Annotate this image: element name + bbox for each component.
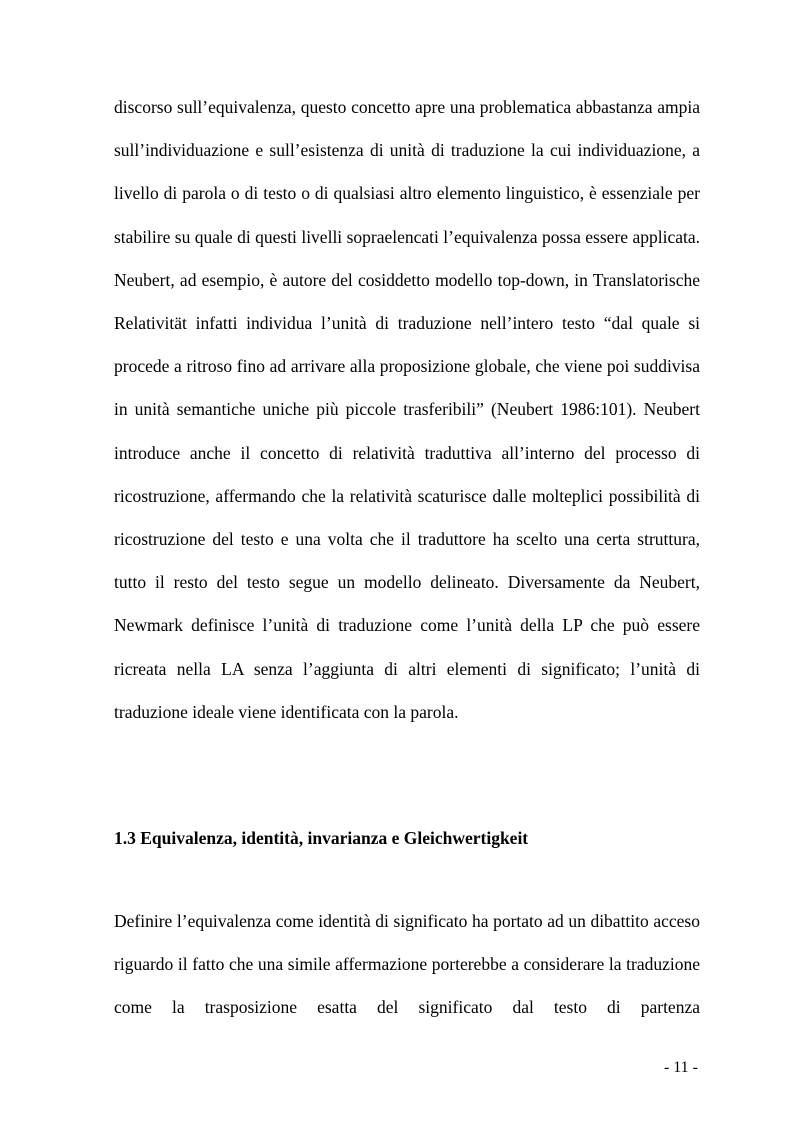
body-paragraph: discorso sull’equivalenza, questo concetto apre una problematica abbastanza ampia sull’individuazione e sull’esistenza di unità di traduzione la cui individuazione, a livello di parola o di testo o di qualsiasi altro elemento linguistico, è essenziale per stabilire su quale di questi livelli sopraelencati l’equivalenza possa essere applicata. Neubert, ad esempio, è autore del cosiddetto modello top-down, in Translatorische Relativität infatti individua l’unità di traduzione nell’intero testo “dal quale si procede a ritroso fino ad arrivare alla proposizione globale, che viene poi suddivisa in unità semantiche uniche più piccole trasferibili” (Neubert 1986:101). Neubert introduce anche il concetto di relatività traduttiva all’interno del processo di ricostruzione, affermando che la relatività scaturisce dalle molteplici possibilità di ricostruzione del testo e una volta che il traduttore ha scelto una certa struttura, tutto il resto del testo segue un modello delineato. Diversamente da Neubert, Newmark definisce l’unità di traduzione come l’unità della LP che può essere ricreata nella LA senza l’aggiunta di altri elementi di significato; l’unità di traduzione ideale viene identificata con la parola.	[114, 97, 700, 722]
page-number: - 11 -	[663, 1059, 698, 1076]
body-paragraph-continued: Definire l’equivalenza come identità di significato ha portato ad un dibattito acceso riguardo il fatto che una simile affermazione porterebbe a considerare la traduzione come la trasposizione esatta del significato dal testo di partenza	[114, 911, 700, 1018]
section-heading: 1.3 Equivalenza, identità, invarianza e Gleichwertigkeit	[114, 828, 529, 848]
